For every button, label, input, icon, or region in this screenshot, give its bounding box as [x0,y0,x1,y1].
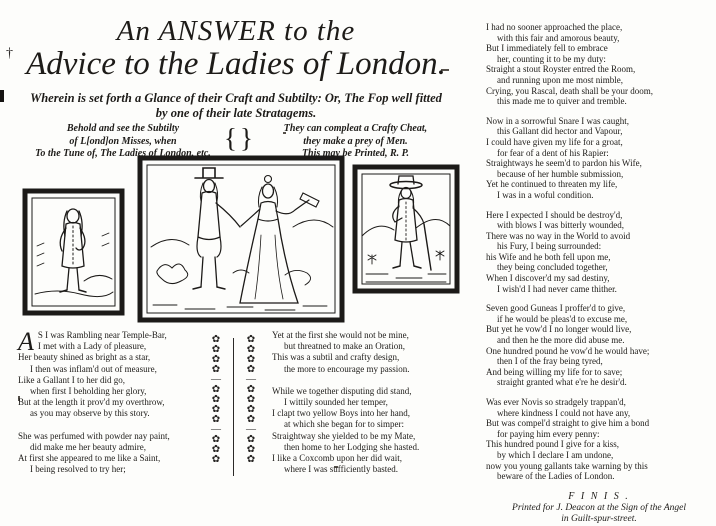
verse-stanza-6: Now in a sorrowful Snare I was caught, this Gallant did hector and Vapour, I could have given my life for a groat, for fear of a dent of his Rapier: Straightways he seem'd to pardon his Wife, because of her humble submission, Yet he continued to threaten my life, I was in a woful condition. [486,115,642,200]
verse-stanza-1 [18,327,190,420]
stanza-lines: She was perfumed with powder nay paint, did make me her beauty admire, At first she appeared to me like a Saint, I being resolved to try her; [18,430,170,475]
subtitle-line-1: Wherein is set forth a Glance of their Craft and Subtilty: Or, The Fop well fitted [30,91,442,105]
stanza-lines: Yet at the first she would not be mine, but threatned to make an Oration, This was a subtil and crafty design, the more to encourage my passion. [272,330,410,374]
epigraph-right: They can compleat a Crafty Cheat, they make a prey of Men. This may be Printed, R. P. [283,123,428,159]
broadside-right-page [486,22,712,526]
ornament-column-left: ✿ ✿ ✿ ✿ — ✿ ✿ ✿ ✿ — ✿ ✿ ✿ [211,334,221,465]
brace-pair [224,123,253,153]
verse-stanza-3 [272,330,462,375]
verse-stanza-2 [18,431,190,476]
verse-stanza-4 [272,386,462,476]
woodcut-man-with-cane [352,164,460,294]
woodcut-couple [137,155,345,323]
verse-column-2 [272,330,462,486]
verse-stanza-9: Was ever Novis so stradgely trappan'd, where kindness I could not have any, But was compel'd straight to give him a bond for paying him every penny: This hundred pound I give for a kiss, by which I declare I am undone, now you young gallants take warning by this beware of the Ladies of London. [486,397,650,482]
close-brace: } [239,123,253,153]
epigraph-left: Behold and see the Subtilty of L[ond]on Misses, when To the Tune of, The Ladies of London, etc. [35,123,211,159]
woodcut-gentleman [22,188,125,316]
verse-stanza-8: Seven good Guneas I proffer'd to give, if he would be pleas'd to excuse me, But yet he vow'd I no longer would live, and then he the more did abuse me. One hundred pound he vow'd he would have; then I of the fray being tyred, And being willing my life for to save; straight granted what e're he desir'd. [486,303,650,388]
ornament-column-right: ✿ ✿ ✿ ✿ — ✿ ✿ ✿ ✿ — ✿ ✿ ✿ [246,334,256,465]
subtitle [0,91,472,121]
printer-ornament-divider [208,330,259,486]
verse-stanza-5: I had no sooner approached the place, with this fair and amorous beauty, But I immediately fell to embrace her, counting it to be my duty: Straight a stout Royster entred the Room, and running upon me most nimble, Crying, you Rascal, death shall be your doom, this made me to quiver and tremble. [486,22,653,107]
verse-column-1 [18,327,190,486]
imprint-line-2: in Guilt-spur-street. [561,514,637,525]
stanza-lines: While we together disputing did stand, I wittily sounded her temper, I clapt two yellow Boys into her hand, at which she began for to simper: Straightway she yielded to be my Mate, then home to her Lodging she hasted. I like a Coxcomb upon her did wait, where I was sufficiently basted. [272,385,420,475]
stanza-lines: S I was Rambling near Temple-Bar, I met with a Lady of pleasure, Her beauty shined as bright as a star, I then was inflam'd out of measure, Like a Gallant I to her did go, when first I beholding her glory, But at the length it prov'd my overthrow, as you may observe by this story. [18,330,167,419]
imprint-line-1: Printed for J. Deacon at the Sign of the Angel [512,502,686,513]
handwritten-cross-mark: † [6,46,13,61]
title-line-2: Advice to the Ladies of London. [26,46,446,82]
imprint [486,503,712,526]
subtitle-line-2: by one of their late Stratagems. [155,106,317,120]
verse-section [18,327,468,486]
verse-stanza-7: Here I expected I should be destroy'd, with blows I was bitterly wounded, There was no way in the World to avoid his Fury, I being surrounded: his Wife and he both fell upon me, they being concluded together, When I discover'd my sad destiny, I wish'd I had never came thither. [486,209,631,294]
finis: F I N I S . [568,490,630,502]
divider-rule [233,338,234,476]
open-brace: { [224,123,237,153]
drop-cap: A [18,327,34,356]
title-line-1: An ANSWER to the [116,15,356,47]
